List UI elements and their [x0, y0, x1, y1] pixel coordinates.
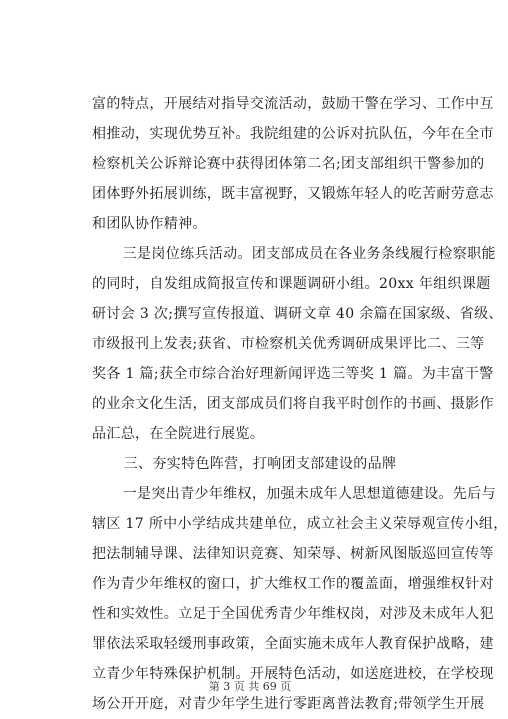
- body-text: [92, 89, 508, 719]
- paragraph-start-line: 一是突出青少年维权，加强未成年人思想道德建设。先后与: [94, 486, 496, 502]
- text-line: 场公开开庭，对青少年学生进行零距离普法教育;带领学生开展: [92, 696, 485, 712]
- text-line: 罪依法采取轻缓刑事政策，全面实施未成年人教育保护战略，建: [92, 636, 494, 652]
- text-line: 的业余文化生活，团支部成员们将自我平时创作的书画、摄影作: [92, 396, 494, 412]
- text-line: 检察机关公诉辩论赛中获得团体第二名;团支部组织干警参加的: [92, 156, 485, 172]
- text-line: 团体野外拓展训练，既丰富视野，又锻炼年轻人的吃苦耐劳意志: [92, 186, 494, 202]
- text-line: 和团队协作精神。: [92, 216, 207, 232]
- paragraph-start-line: 三是岗位练兵活动。团支部成员在各业务条线履行检察职能: [94, 246, 496, 262]
- text-line: 作为青少年维权的窗口，扩大维权工作的覆盖面，增强维权针对: [92, 576, 494, 592]
- page-number-footer: 第 3 页 共 69 页: [208, 680, 292, 693]
- text-line: 辖区 17 所中小学结成共建单位，成立社会主义荣辱观宣传小组，: [92, 516, 508, 532]
- text-line: 的同时，自发组成简报宣传和课题调研小组。20xx 年组织课题: [92, 276, 491, 292]
- text-line: 性和实效性。立足于全国优秀青少年维权岗，对涉及未成年人犯: [92, 606, 494, 622]
- text-line: 立青少年特殊保护机制。开展特色活动，如送庭进校，在学校现: [92, 666, 494, 682]
- section-heading: 三、夯实特色阵营，打响团支部建设的品牌: [95, 456, 397, 472]
- text-line: 市级报刊上发表;获省、市检察机关优秀调研成果评比二、三等: [92, 336, 485, 352]
- text-line: 品汇总，在全院进行展览。: [92, 426, 265, 442]
- text-line: 奖各 1 篇;获全市综合治好理新闻评选三等奖 1 篇。为丰富干警: [92, 366, 494, 382]
- text-line: 富的特点，开展结对指导交流活动，鼓励干警在学习、工作中互: [92, 96, 494, 112]
- text-line: 把法制辅导课、法律知识竞赛、知荣辱、树新风图版巡回宣传等: [92, 546, 494, 562]
- text-line: 相推动，实现优势互补。我院组建的公诉对抗队伍，今年在全市: [92, 126, 494, 142]
- text-line: 研讨会 3 次;撰写宣传报道、调研文章 40 余篇在国家级、省级、: [92, 306, 503, 322]
